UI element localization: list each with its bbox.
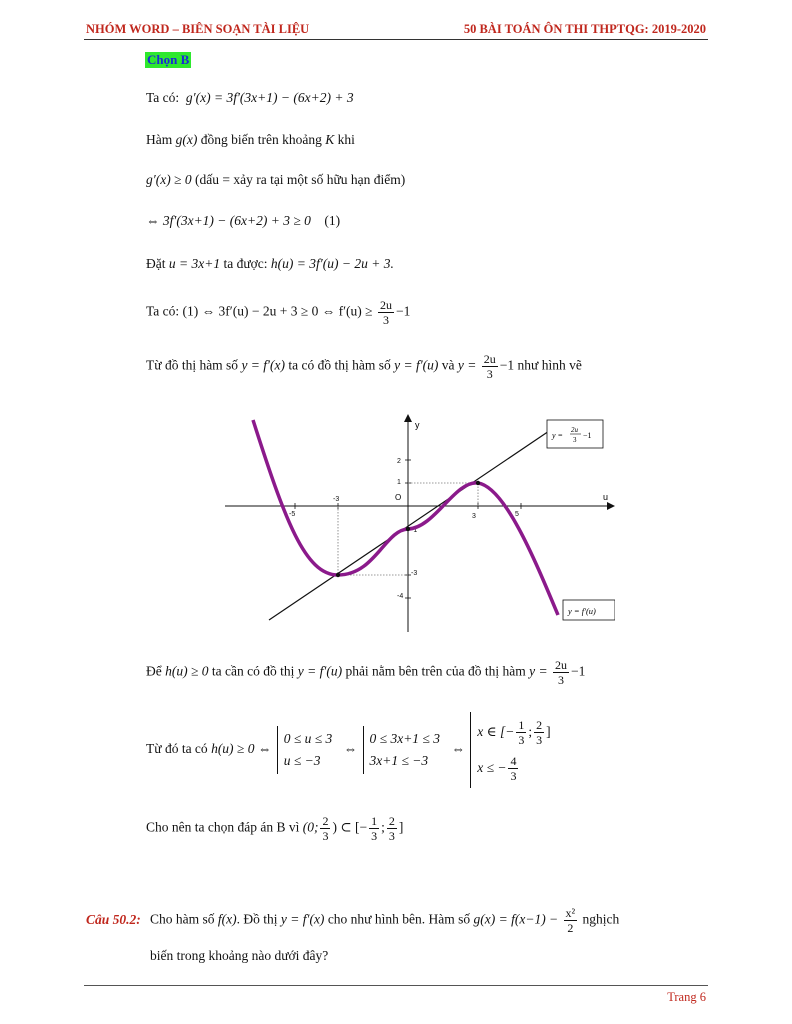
line-inequality: Ta có: (1) ⇔ 3f′(u) − 2u + 3 ≥ 0 ⇔ f′(u) ≥ $\frac{2u}{3}$ −1 bbox=[146, 298, 411, 327]
y-tick-label: -4 bbox=[397, 593, 404, 600]
curve-label: y = f′(u) bbox=[568, 606, 596, 616]
y-tick-label: -3 bbox=[411, 570, 418, 577]
x-axis-label: u bbox=[603, 492, 609, 502]
header-divider bbox=[84, 39, 708, 40]
intersection-point bbox=[406, 527, 410, 531]
line-label-tail: −1 bbox=[583, 431, 592, 440]
line-label-num: 2u bbox=[571, 426, 578, 434]
y-axis-label: y bbox=[415, 420, 420, 430]
intersection-point bbox=[476, 481, 480, 485]
question-text-line2: biến trong khoảng nào dưới đây? bbox=[150, 948, 329, 963]
function-graph bbox=[225, 400, 615, 632]
x-tick-label: 5 bbox=[515, 511, 519, 518]
intersection-point bbox=[336, 573, 340, 577]
x-tick-label: -3 bbox=[333, 496, 340, 503]
answer-tag: Chọn B bbox=[147, 52, 190, 67]
line-label-den: 3 bbox=[573, 436, 577, 444]
y-tick-label: 1 bbox=[397, 479, 401, 486]
line-graph bbox=[269, 427, 555, 620]
line-condition: g′(x) ≥ 0 (dấu = xảy ra tại một số hữu hạn điểm) bbox=[146, 172, 406, 187]
line-condition-graph: Để h(u) ≥ 0 ta cần có đồ thị y = f′(u) phải nằm bên trên của đồ thị hàm y = $\frac{2u}{3}$ −1 bbox=[146, 658, 586, 687]
footer-divider bbox=[84, 985, 708, 986]
y-tick-label: -1 bbox=[411, 527, 418, 534]
line-graph-intro: Từ đồ thị hàm số y = f′(x) ta có đồ thị hàm số y = f′(u) và y = $\frac{2u}{3}$ −1 như hình vẽ bbox=[146, 352, 582, 381]
y-axis-arrow-icon bbox=[404, 414, 412, 422]
header-right: 50 BÀI TOÁN ÔN THI THPTQG: 2019-2020 bbox=[463, 22, 706, 36]
y-tick-label: 2 bbox=[397, 458, 401, 465]
line-label-prefix: y = bbox=[552, 431, 563, 440]
page-number: Trang 6 bbox=[667, 990, 706, 1004]
line-conclusion: Cho nên ta chọn đáp án B vì (0; $\frac{2}{3}$ ) ⊂ [− $\frac{1}{3}$ ; $\frac{2}{3}$ ] bbox=[146, 814, 404, 843]
x-tick-label: -5 bbox=[289, 511, 296, 518]
line-equivalence-1: ⇔ 3f′(3x+1) − (6x+2) + 3 ≥ 0 (1) bbox=[146, 213, 341, 228]
header-left: NHÓM WORD – BIÊN SOẠN TÀI LIỆU bbox=[86, 22, 310, 36]
line-solution-system: Từ đó ta có h(u) ≥ 0 ⇔ 0 ≤ u ≤ 3 u ≤ −3 ⇔ 0 ≤ 3x+1 ≤ 3 3x+1 ≤ −3 ⇔ x ∈ [− $\frac{1}{3}$ ; $\frac{2}{3}$ ] x ≤ − $\frac{4}{3}$ bbox=[146, 712, 559, 788]
question-text: Cho hàm số f(x). Đồ thị y = f′(x) cho như hình bên. Hàm số g(x) = f(x−1) − $\frac{\text{x²}}{2}$ nghịch bbox=[150, 906, 620, 935]
origin-label: O bbox=[395, 493, 402, 502]
line-substitution: Đặt u = 3x+1 ta được: h(u) = 3f′(u) − 2u + 3. bbox=[146, 256, 394, 271]
line-derivative: Ta có: g′(x) = 3f′(3x+1) − (6x+2) + 3 bbox=[146, 90, 354, 105]
line-monotonic: Hàm g(x) đồng biến trên khoảng K khi bbox=[146, 132, 355, 147]
question-label: Câu 50.2: bbox=[86, 912, 141, 927]
curve-graph bbox=[253, 420, 558, 615]
x-tick-label: 3 bbox=[472, 513, 476, 520]
x-axis-arrow-icon bbox=[607, 502, 615, 510]
